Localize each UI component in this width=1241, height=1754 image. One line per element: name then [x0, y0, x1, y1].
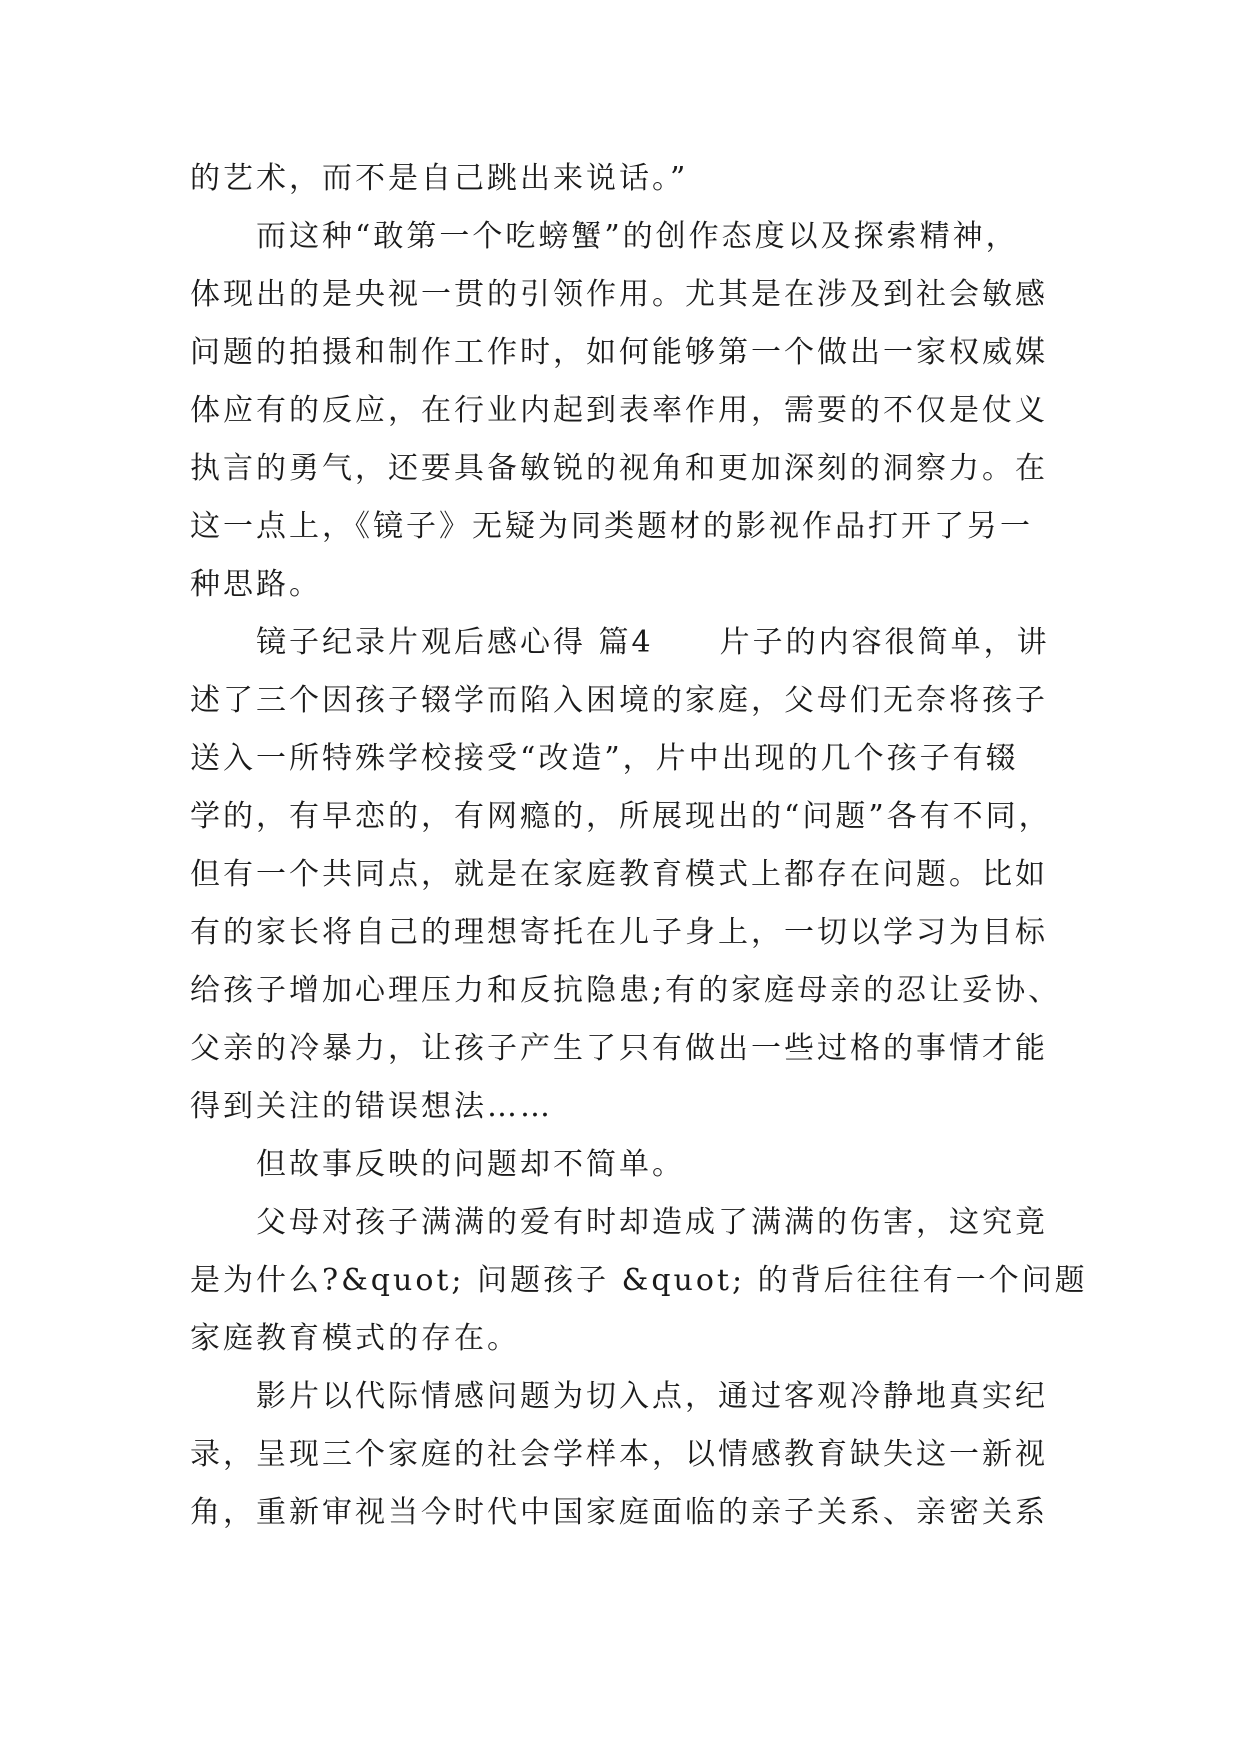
text-line: 这一点上，《镜子》无疑为同类题材的影视作品打开了另一 [190, 509, 1033, 544]
text-line: 体应有的反应，在行业内起到表率作用，需要的不仅是仗义 [190, 393, 1048, 428]
document-body [190, 150, 1088, 1542]
text-line: 种思路。 [190, 567, 322, 602]
text-line: 但有一个共同点，就是在家庭教育模式上都存在问题。比如 [190, 857, 1048, 892]
text-line: 体现出的是央视一贯的引领作用。尤其是在涉及到社会敏感 [190, 277, 1048, 312]
section-heading-line: 镜子纪录片观后感心得 篇4 片子的内容很简单，讲 [256, 625, 1050, 660]
text-line: 录，呈现三个家庭的社会学样本，以情感教育缺失这一新视 [190, 1437, 1048, 1472]
text-line: 是为什么?&quot; 问题孩子 &quot; 的背后往往有一个问题 [190, 1263, 1088, 1298]
text-line: 问题的拍摄和制作工作时，如何能够第一个做出一家权威媒 [190, 335, 1048, 370]
text-line: 影片以代际情感问题为切入点，通过客观冷静地真实纪 [256, 1379, 1048, 1414]
text-line: 送入一所特殊学校接受“改造”，片中出现的几个孩子有辍 [190, 741, 1019, 776]
text-line: 述了三个因孩子辍学而陷入困境的家庭，父母们无奈将孩子 [190, 683, 1048, 718]
text-line: 给孩子增加心理压力和反抗隐患;有的家庭母亲的忍让妥协、 [190, 973, 1062, 1008]
text-line: 有的家长将自己的理想寄托在儿子身上，一切以学习为目标 [190, 915, 1048, 950]
text-line: 但故事反映的问题却不简单。 [256, 1147, 685, 1182]
text-line: 家庭教育模式的存在。 [190, 1321, 520, 1356]
text-line: 得到关注的错误想法…… [190, 1089, 553, 1124]
text-line: 角，重新审视当今时代中国家庭面临的亲子关系、亲密关系 [190, 1495, 1048, 1530]
text-line: 学的，有早恋的，有网瘾的，所展现出的“问题”各有不同， [190, 799, 1052, 834]
text-line: 的艺术，而不是自己跳出来说话。” [190, 161, 689, 196]
text-line: 父母对孩子满满的爱有时却造成了满满的伤害，这究竟 [256, 1205, 1048, 1240]
text-line: 执言的勇气，还要具备敏锐的视角和更加深刻的洞察力。在 [190, 451, 1048, 486]
text-line: 父亲的冷暴力，让孩子产生了只有做出一些过格的事情才能 [190, 1031, 1048, 1066]
text-line: 而这种“敢第一个吃螃蟹”的创作态度以及探索精神， [256, 219, 1019, 254]
